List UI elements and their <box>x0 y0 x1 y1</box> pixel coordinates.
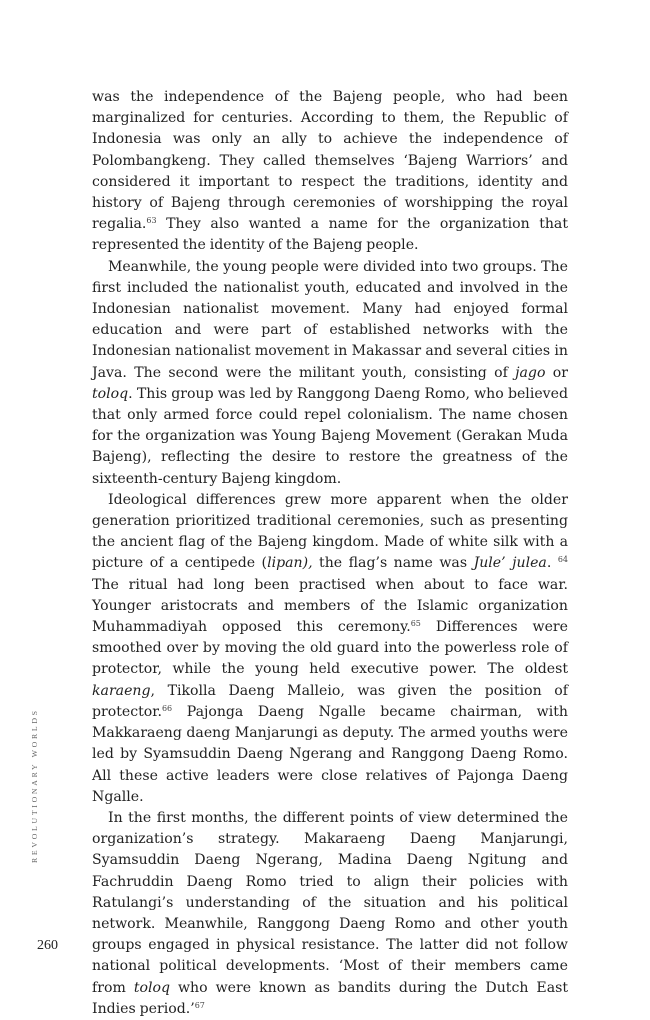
paragraph <box>92 257 568 490</box>
text-run: Differences were smoothed over by moving the old guard into the powerless role of protector, while the young held executive power. The oldest <box>92 619 568 678</box>
paragraph <box>92 808 568 1020</box>
italic-term: karaeng <box>92 682 151 699</box>
italic-term: toloq <box>92 385 129 402</box>
page-number: 260 <box>37 938 58 953</box>
text-run: Pajonga Daeng Ngalle became chairman, with Makkaraeng daeng Manjarungi as deputy. The armed youths were led by Syamsuddin Daeng Ngerang and Ranggong Daeng Romo. All these active leaders were close relatives of Pajonga Daeng Ngalle. <box>92 703 568 805</box>
footnote-ref[interactable]: 65 <box>410 619 421 629</box>
italic-term: toloq <box>133 979 170 996</box>
text-run: Meanwhile, the young people were divided into two groups. The first included the nationalist youth, educated and involved in the Indonesian nationalist movement. Many had enjoyed formal education and were part of established networks with the Indonesian nationalist movement in Makassar and several cities in Java. The second were the militant youth, consisting of <box>92 258 568 381</box>
text-run: They also wanted a name for the organization that represented the identity of the Bajeng people. <box>92 216 568 254</box>
text-run: , Tikolla Daeng Malleio, was given the position of protector. <box>92 682 568 720</box>
running-head: REVOLUTIONARY WORLDS <box>30 708 39 863</box>
paragraph <box>92 87 568 257</box>
footnote-ref[interactable]: 66 <box>161 703 173 713</box>
text-run: the flag’s name was <box>312 555 474 572</box>
italic-term: Jule’ julea <box>473 555 547 572</box>
footnote-ref[interactable]: 67 <box>194 1000 205 1010</box>
text-run: who were known as bandits during the Dutch East Indies period.’ <box>92 979 568 1017</box>
paragraph <box>92 490 568 808</box>
footnote-ref[interactable]: 64 <box>557 555 568 565</box>
italic-term: jago <box>515 364 546 381</box>
text-run: was the independence of the Bajeng people, who had been marginalized for centuries. According to them, the Republic of Indonesia was only an ally to achieve the independence of Polombangkeng. They called themselves ‘Bajeng Warriors’ and considered it important to respect the traditions, identity and history of Bajeng through ceremonies of worshipping the royal regalia. <box>92 89 568 233</box>
footnote-ref[interactable]: 63 <box>146 216 157 226</box>
body-text <box>92 87 568 1020</box>
text-run: . <box>546 555 558 572</box>
text-run: or <box>545 364 568 381</box>
text-run: Ideological differences grew more apparent when the older generation prioritized traditional ceremonies, such as presenting the ancient flag of the Bajeng kingdom. Made of white silk with a picture of a centipede ( <box>92 491 568 572</box>
italic-term: lipan), <box>267 555 313 572</box>
text-run: In the first months, the different points of view determined the organization’s strategy. Makaraeng Daeng Manjarungi, Syamsuddin Daeng Ngerang, Madina Daeng Ngitung and Fachruddin Daeng Romo tried to align their policies with Ratulangi’s understanding of the situation and his political network. Meanwhile, Ranggong Daeng Romo and other youth groups engaged in physical resistance. The latter did not follow national political developments. ‘Most of their members came from <box>92 809 568 996</box>
text-run: . This group was led by Ranggong Daeng Romo, who believed that only armed force could repel colonialism. The name chosen for the organization was Young Bajeng Movement (Gerakan Muda Bajeng), reflecting the desire to restore the greatness of the sixteenth-century Bajeng kingdom. <box>92 385 568 487</box>
text-run: The ritual had long been practised when about to face war. Younger aristocrats and members of the Islamic organization Muhammadiyah opposed this ceremony. <box>92 576 568 636</box>
